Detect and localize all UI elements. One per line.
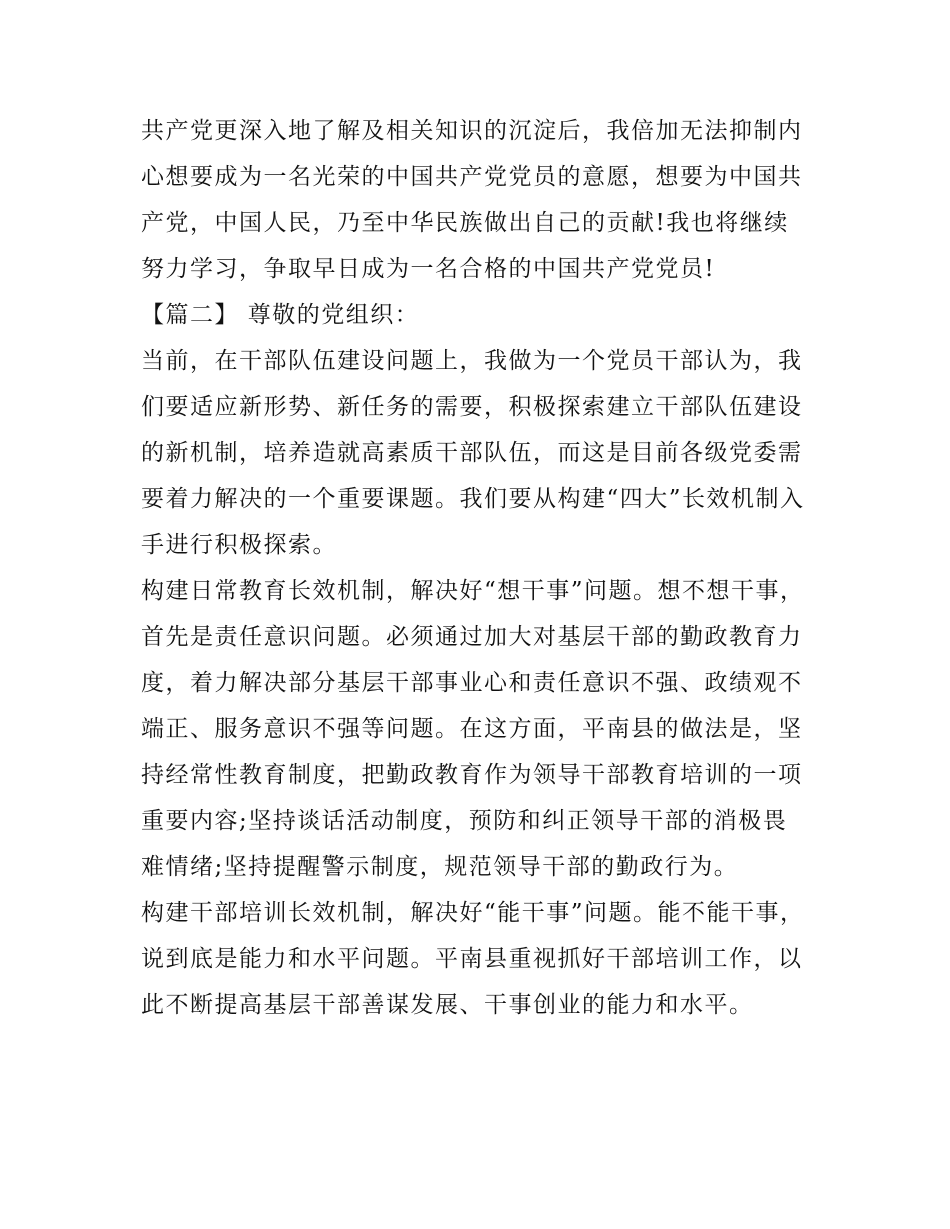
text-line: 首先是责任意识问题。必须通过加大对基层干部的勤政教育力 bbox=[141, 624, 803, 650]
text-line: 的新机制，培养造就高素质干部队伍，而这是目前各级党委需 bbox=[141, 440, 803, 466]
text-line: 持经常性教育制度，把勤政教育作为领导干部教育培训的一项 bbox=[141, 762, 803, 788]
text-line: 构建日常教育长效机制，解决好“想干事”问题。想不想干事， bbox=[141, 578, 805, 604]
text-line: 此不断提高基层干部善谋发展、干事创业的能力和水平。 bbox=[141, 992, 754, 1018]
text-line: 难情绪;坚持提醒警示制度，规范领导干部的勤政行为。 bbox=[141, 854, 739, 880]
text-line: 心想要成为一名光荣的中国共产党党员的意愿，想要为中国共 bbox=[141, 164, 803, 190]
section-heading: 【篇二】 尊敬的党组织： bbox=[141, 302, 420, 328]
text-line: 要着力解决的一个重要课题。我们要从构建“四大”长效机制入 bbox=[141, 486, 805, 512]
text-line: 手进行积极探索。 bbox=[141, 532, 337, 558]
text-line: 端正、服务意识不强等问题。在这方面，平南县的做法是，坚 bbox=[141, 716, 803, 742]
text-line: 重要内容;坚持谈话活动制度，预防和纠正领导干部的消极畏 bbox=[141, 808, 788, 834]
text-line: 产党，中国人民，乃至中华民族做出自己的贡献!我也将继续 bbox=[141, 210, 789, 236]
text-line: 构建干部培训长效机制，解决好“能干事”问题。能不能干事， bbox=[141, 900, 805, 926]
text-line: 们要适应新形势、新任务的需要，积极探索建立干部队伍建设 bbox=[141, 394, 803, 420]
document-body bbox=[141, 108, 821, 1028]
text-line: 度，着力解决部分基层干部事业心和责任意识不强、政绩观不 bbox=[141, 670, 803, 696]
text-line: 努力学习，争取早日成为一名合格的中国共产党党员! bbox=[141, 256, 716, 282]
text-line: 共产党更深入地了解及相关知识的沉淀后，我倍加无法抑制内 bbox=[141, 118, 803, 144]
text-line: 当前，在干部队伍建设问题上，我做为一个党员干部认为，我 bbox=[141, 348, 803, 374]
text-line: 说到底是能力和水平问题。平南县重视抓好干部培训工作，以 bbox=[141, 946, 803, 972]
